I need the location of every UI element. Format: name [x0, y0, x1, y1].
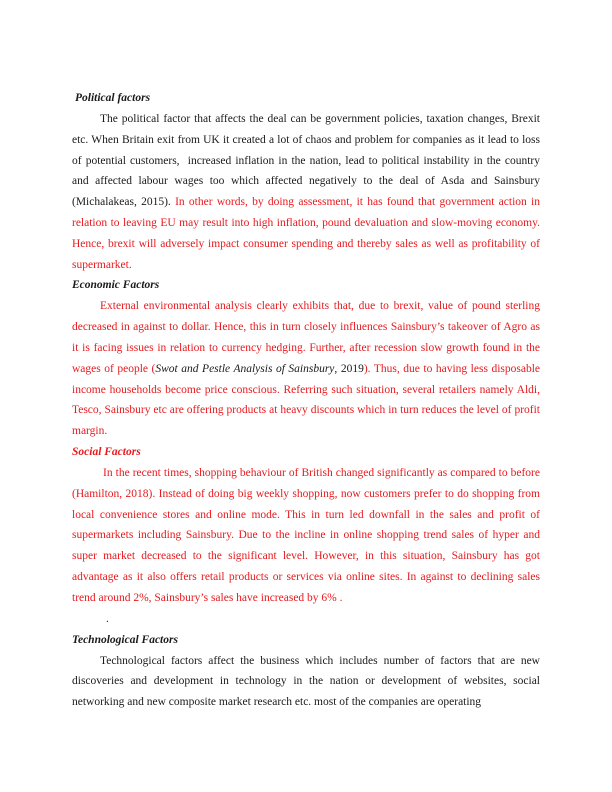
economic-text-red-2: ). Thus, due to having less disposable income households become price conscious. Referring such situation, several retailers namely Aldi, Tesco, Sainsbury etc are offering products at heavy discounts which in turn reduces the level of profit margin.	[72, 362, 540, 438]
economic-citation-year: , 2019	[334, 362, 364, 375]
separator-dot: .	[106, 612, 109, 625]
social-factors-paragraph: In the recent times, shopping behaviour of British changed significantly as compared to before (Hamilton, 2018). Instead of doing big weekly shopping, now customers prefer to do shopping from local convenience stores and online mode. This in turn led downfall in the sales and profit of supermarkets including Sainsbury. Due to the incline in online shopping trend sales of hyper and super market decreased to the significant level. However, in this situation, Sainsbury has got advantage as it also offers retail products or services via online sites. In against to declining sales trend around 2%, Sainsbury’s sales have increased by 6% .	[72, 466, 540, 604]
technological-factors-heading: Technological Factors	[72, 633, 178, 646]
economic-factors-heading: Economic Factors	[72, 279, 160, 292]
economic-citation-title: Swot and Pestle Analysis of Sainsbury	[155, 362, 335, 375]
economic-factors-paragraph	[72, 296, 540, 442]
political-factors-paragraph	[72, 109, 540, 275]
political-text-red: In other words, by doing assessment, it has found that government action in relation to leaving EU may result into high inflation, pound devaluation and slow-moving economy. Hence, brexit will adversely impact consumer spending and thereby sales as well as profitability of supermarket.	[72, 196, 540, 271]
technological-factors-paragraph: Technological factors affect the business which includes number of factors that are new discoveries and development in technology in the nation or development of websites, social networking and new composite market research etc. most of the companies are operating	[72, 654, 540, 709]
political-text-black: The political factor that affects the deal can be government policies, taxation changes, Brexit etc. When Britain exit from UK it created a lot of chaos and problem for companies as it lead to loss of potential customers, increased inflation in the nation, lead to political instability in the country and affected labour wages too which affected negatively to the deal of Asda and Sainsbury (Michalakeas, 2015).	[72, 113, 540, 209]
political-factors-heading: Political factors	[75, 92, 151, 104]
social-factors-heading: Social Factors	[72, 445, 141, 458]
document-page	[72, 88, 540, 713]
economic-text-red-1: External environmental analysis clearly exhibits that, due to brexit, value of pound sterling decreased in against to dollar. Hence, this in turn closely influences Sainsbury’s takeover of Agro as it is facing issues in relation to currency hedging. Further, after recession slow growth found in the wages of people (	[72, 300, 540, 375]
